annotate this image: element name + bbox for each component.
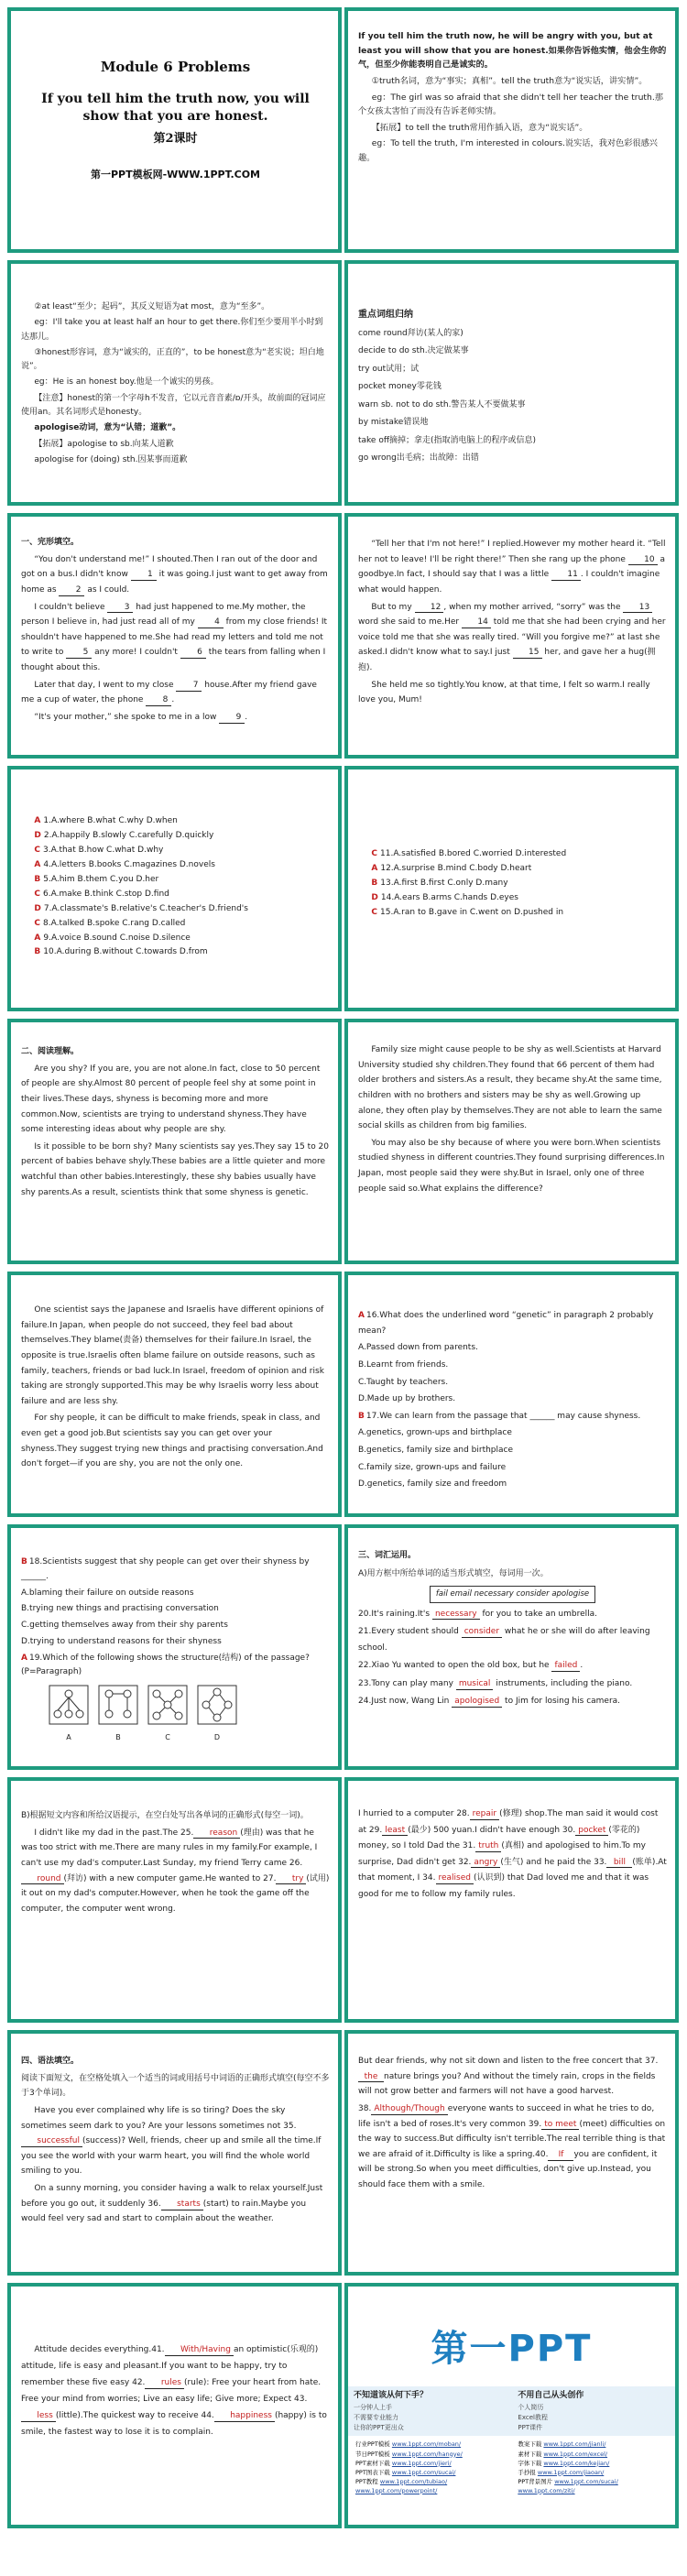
note-line: ①truth名词，意为“事实；真相”。tell the truth意为“说实话，讲实情”。	[371, 75, 648, 86]
answer-letter: D	[371, 892, 378, 902]
reading-paragraph: Is it possible to be born shy? Many scientists say yes.They say 15 to 20 percent of babies behave shyly.These babies are a little quieter and more watchful than other babies.Interestingly, these shy babies usually have shy parents.As a result, scientists think that some shyness is genetic.	[21, 1141, 330, 1197]
options-list	[358, 848, 667, 920]
slide-12-questions-16-17	[344, 1272, 679, 1517]
passage-paragraph: On a sunny morning, you consider having a walk to relax yourself.Just before you go out, it suddenly 36. starts (start) to rain.Maybe you would feel very sad and start to complain about the weather.	[21, 2184, 323, 2224]
answer-20: necessary	[432, 1610, 480, 1621]
site-link[interactable]: www.1ppt.com/jieri/	[391, 2459, 452, 2467]
blank-10: 10	[628, 555, 658, 566]
phrase-item: take off摘掉；拿走(指取消电脑上的程序或信息)	[358, 435, 537, 445]
question-18: B 18.Scientists suggest that shy people can get over their shyness by ______.	[21, 1557, 310, 1581]
site-link[interactable]: www.1ppt.com/tubiao/	[379, 2477, 448, 2485]
reading-paragraph: You may also be shy because of where you were born.When scientists studied shyness in different countries.They found surprising differences.In Japan, most people said they were shy.But in Israel, only one of three people said so.What explains the difference?	[358, 1138, 665, 1194]
diagram-a: A	[49, 1685, 89, 1744]
site-link[interactable]: www.1ppt.com/sucai/	[554, 2477, 618, 2485]
slide-4-phrases	[344, 260, 679, 506]
passage-paragraph: I hurried to a computer 28. repair (修理) shop.The man said it would cost at 29. least (最少) 500 yuan.I didn't have enough 30. pocket (零花的) money, so I told Dad the 31. truth (真相) and apologised to him.To my surprise, Dad didn't get 32. angry (生气) and he paid the 33. bill (账单).At that moment, I 34. realised (认识到) that Dad loved me and that it was good for me to follow my family rules.	[358, 1809, 667, 1899]
ppt-logo: 第一PPT	[431, 2328, 593, 2370]
slide-5-cloze-passage	[7, 513, 342, 759]
sentence-22: 22.Xiao Yu wanted to open the old box, but he failed .	[358, 1661, 583, 1671]
diagram-c: C	[147, 1685, 188, 1744]
slide-6-cloze-passage-2	[344, 513, 679, 759]
structure-diagram-icon	[49, 1685, 89, 1725]
option-text: 13.A.first B.first C.only D.many	[380, 878, 508, 888]
promo-left: 不知道该从何下手？ 一分钟人上手 不需要专业能力 让你的PPT更出众	[354, 2390, 506, 2432]
option: C.Taught by teachers.	[358, 1377, 449, 1387]
structure-diagram-icon	[147, 1685, 188, 1725]
answer-27: try	[276, 1874, 306, 1885]
option: C.family size, grown-ups and failure	[358, 1462, 507, 1472]
phrase-item: pocket money零花钱	[358, 382, 442, 392]
instructions: B)根据短文内容和所给汉语提示，在空白处写出各单词的正确形式(每空一词)。	[21, 1811, 309, 1820]
phrase-item: try out试用；试	[358, 364, 420, 374]
slide-17-grammar-1	[7, 2030, 342, 2276]
options-list	[21, 815, 330, 959]
blank-4: 4	[198, 617, 224, 628]
answer-31: truth	[475, 1841, 501, 1852]
option-text: 11.A.satisfied B.bored C.worried D.interested	[380, 849, 567, 858]
sentence-23: 23.Tony can play many musical instruments, including the piano.	[358, 1678, 633, 1688]
diagram-d: D	[197, 1685, 237, 1744]
phrases-heading: 重点词组归纳	[358, 310, 413, 320]
reading-paragraph: For shy people, it can be difficult to make friends, speak in class, and even get a good job.But scientists say you can get over your shyness.They suggest trying new things and practising conversation.And don't forget—if you are shy, you are not the only one.	[21, 1414, 323, 1469]
answer-26: round	[21, 1874, 64, 1885]
sentence-21: 21.Every student should consider what he or she will do after leaving school.	[358, 1627, 650, 1653]
option-text: 5.A.him B.them C.you D.her	[43, 874, 159, 884]
answer-letter: B	[34, 947, 41, 957]
blank-8: 8	[146, 695, 171, 706]
promo-left-heading: 不知道该从何下手？	[354, 2391, 429, 2400]
slide-7-options-1-10	[7, 766, 342, 1011]
site-link[interactable]: www.1ppt.com/kejian/	[543, 2459, 610, 2467]
option: D.trying to understand reasons for their shyness	[21, 1636, 222, 1646]
blank-6: 6	[180, 648, 206, 659]
period-label: 第2课时	[153, 131, 198, 146]
answer-42: rules	[145, 2378, 184, 2389]
slide-20-ad	[344, 2283, 679, 2528]
blank-1: 1	[131, 570, 157, 581]
passage-paragraph: I didn't like my dad in the past.The 25. reason (理由) was that he was too strict with me.There are many rules in my family.For example, I can't use my dad's computer.Last Sunday, my friend Terry came 26.round (拜访) with a new computer game.He wanted to 27. try (试用) it out on my dad's computer.However, when he took the game off the computer, the computer went wrong.	[21, 1828, 330, 1914]
answer-41: With/Having	[165, 2345, 234, 2356]
option-text: 9.A.voice B.sound C.noise D.silence	[43, 933, 191, 943]
answer-33: bill	[606, 1858, 632, 1869]
note-line: apologise动词，意为“认错；道歉”。	[34, 423, 181, 433]
site-link[interactable]: www.1ppt.com/jianli/	[543, 2440, 606, 2449]
option-text: 2.A.happily B.slowly C.carefully D.quickly	[43, 830, 214, 840]
structure-diagrams	[49, 1685, 330, 1744]
note-line: eg：He is an honest boy.他是一个诚实的男孩。	[34, 377, 219, 387]
option: D.genetics, family size and freedom	[358, 1479, 507, 1490]
sentence-20: 20.It's raining.It's necessary for you to take an umbrella.	[358, 1609, 598, 1619]
answer-16: A	[358, 1311, 365, 1320]
key-sentence: If you tell him the truth now, he will be angry with you, but at least you will show that you are honest.如果你告诉他实情，他会生你的气，但至少你能表明自己是诚实的。	[358, 31, 667, 71]
answer-38: Although/Though	[371, 2104, 447, 2115]
word-box: fail email necessary consider apologise	[430, 1586, 595, 1603]
blank-9: 9	[219, 713, 245, 724]
blank-15: 15	[513, 648, 542, 659]
structure-diagram-icon	[197, 1685, 237, 1725]
option-row	[21, 830, 330, 843]
answer-letter: D	[34, 903, 41, 913]
note-line: eg：I'll take you at least half an hour to get there.你们至少要用半小时到达那儿。	[21, 318, 323, 342]
option-row	[358, 892, 667, 905]
phrase-item: decide to do sth.决定做某事	[358, 346, 469, 356]
section-heading: 四、语法填空。	[21, 2057, 80, 2066]
site-link[interactable]: www.1ppt.com/hangye/	[391, 2450, 463, 2458]
option: B.genetics, family size and birthplace	[358, 1446, 514, 1456]
answer-19: A	[21, 1653, 27, 1663]
option: A.blaming their failure on outside reasons	[21, 1588, 194, 1598]
answer-letter: D	[34, 830, 41, 840]
blank-14: 14	[462, 617, 491, 628]
passage-paragraph: “You don't understand me!” I shouted.Then I ran out of the door and got on a bus.I didn't know 1 it was going.I just want to get away from home as 2 as I could.	[21, 554, 328, 595]
answer-letter: A	[34, 816, 41, 825]
answer-21: consider	[462, 1627, 502, 1638]
option-row	[21, 859, 330, 872]
link-list: 行业PPT模板 www.1ppt.com/moban/ 节日PPT模板 www.1ppt.com/hangye/ PPT素材下载 www.1ppt.com/jieri/ PPT图表下载 www.1ppt.com/sucai/ PPT教程 www.1ppt.com/tubiao/ www.1ppt.com/powerpoint/ 教案下载 www.1ppt.com/jianli/ 素材下载 www.1ppt.com/excel/ 字体下载 www.1ppt.com/kejian/ 手抄报 www.1ppt.com/jiaoan/ PPT背景图片 www.1ppt.com/sucai/ www.1ppt.com/ziti/	[355, 2440, 618, 2494]
passage-paragraph: 38. Although/Though everyone wants to succeed in what he tries to do, life isn't a bed of roses.It's very common 39. to meet (meet) difficulties on the way to success.But difficulty isn't terrible.The real terrible thing is that we are afraid of it.Difficulty is like a spring.40. If you are confident, it will be strong.So when you meet difficulties, don't give up.Instead, you should face them with a smile.	[358, 2103, 666, 2190]
answer-22: failed	[551, 1661, 580, 1672]
phrase-item: come round拜访(某人的家)	[358, 328, 463, 338]
site-link[interactable]: www.1ppt.com/ziti/	[518, 2486, 575, 2494]
passage-paragraph: But dear friends, why not sit down and listen to the free concert that 37.the nature brings you? And without the timely rain, crops in the fields will not grow better and farmers will not have a good harvest.	[358, 2057, 659, 2097]
option-row	[21, 815, 330, 828]
answer-39: to meet	[541, 2120, 579, 2131]
answer-23: musical	[456, 1679, 494, 1690]
passage-paragraph: But to my 12 , when my mother arrived, “sorry” was the 13 word she said to me.Her 14 told me that she had been crying and her voice told me that she was really tired. “Will you forgive me?” at last she asked.I didn't know what to say.I just 15 her, and gave her a hug(拥抱).	[358, 602, 666, 673]
answer-18: B	[21, 1557, 27, 1566]
slide-11-reading-3	[7, 1272, 342, 1517]
answer-40: If	[548, 2150, 573, 2161]
option-text: 1.A.where B.what C.why D.when	[43, 816, 178, 825]
option-row	[21, 903, 330, 916]
answer-24: apologised	[452, 1697, 502, 1708]
module-title: Module 6 Problems	[100, 59, 251, 75]
site-link[interactable]: www.1ppt.com/moban/	[391, 2440, 462, 2449]
question-17: B 17.We can learn from the passage that ______ may cause shyness.	[358, 1411, 641, 1421]
answer-43: less	[21, 2411, 56, 2422]
question-19: A 19.Which of the following shows the structure(结构) of the passage? (P=Paragraph)	[21, 1653, 310, 1677]
reading-paragraph: Family size might cause people to be shy as well.Scientists at Harvard University studied shy children.They found that 66 percent of them had older brothers and sisters.As a result, they became shy.At the same time, children with no brothers and sisters may be shy as well.Growing up alone, they often play by themselves.They are not able to learn the same social skills as children from big families.	[358, 1045, 662, 1131]
section-heading: 一、完形填空。	[21, 538, 80, 547]
blank-11: 11	[551, 570, 581, 581]
answer-32: angry	[471, 1858, 500, 1869]
option-row	[358, 907, 667, 920]
answer-letter: A	[34, 859, 41, 869]
note-line: 【拓展】to tell the truth常用作插入语，意为“说实话”。	[371, 122, 588, 133]
answer-letter: B	[34, 874, 41, 884]
site-link[interactable]: www.1ppt.com/sucai/	[391, 2468, 456, 2476]
instructions: 阅读下面短文，在空格处填入一个适当的词或用括号中词语的正确形式填空(每空不多于3个单词)。	[21, 2073, 330, 2099]
option: C.getting themselves away from their shy parents	[21, 1621, 228, 1630]
answer-29: least	[382, 1826, 408, 1837]
option-text: 8.A.talked B.spoke C.rang D.called	[43, 918, 186, 928]
reading-paragraph: Are you shy? If you are, you are not alone.In fact, close to 50 percent of people are shy.Almost 80 percent of people feel shy at some point in their lives.These days, shyness is becoming more and more common.Now, scientists are trying to understand shyness.They have some interesting ideas about why people are shy.	[21, 1064, 321, 1135]
answer-letter: A	[371, 863, 378, 873]
option: A.genetics, grown-ups and birthplace	[358, 1428, 512, 1438]
section-heading: 二、阅读理解。	[21, 1047, 80, 1056]
passage-paragraph: “Tell her that I'm not here!” I replied.However my mother heard it. “Tell her not to leave! I'll be right there!” Then she rang up the phone 10 a goodbye.In fact, I should say that I was a little 11 . I couldn't imagine what would happen.	[358, 540, 666, 595]
site-link[interactable]: www.1ppt.com/powerpoint/	[355, 2486, 438, 2494]
answer-25: reason	[193, 1828, 240, 1839]
answer-letter: C	[371, 907, 377, 917]
answer-44: happiness	[214, 2411, 275, 2422]
answer-36: starts	[161, 2199, 203, 2210]
option-text: 6.A.make B.think C.stop D.find	[43, 889, 169, 899]
note-line: 【拓展】apologise to sb.向某人道歉	[34, 439, 174, 449]
option-text: 14.A.ears B.arms C.hands D.eyes	[380, 892, 518, 902]
answer-17: B	[358, 1411, 365, 1421]
lesson-title: If you tell him the truth now, you will show that you are honest.	[41, 91, 310, 125]
note-line: ②at least“至少；起码”，其反义短语为at most，意为“至多”。	[34, 302, 270, 311]
passage-paragraph: Later that day, I went to my close 7 house.After my friend gave me a cup of water, the phone 8 .	[21, 680, 317, 705]
slide-19-grammar-3	[7, 2283, 342, 2528]
option-text: 10.A.during B.without C.towards D.from	[43, 947, 208, 957]
option-text: 3.A.that B.how C.what D.why	[43, 845, 164, 855]
answer-letter: A	[34, 933, 41, 943]
slide-10-reading-2	[344, 1019, 679, 1264]
slide-15-vocab-b	[7, 1777, 342, 2023]
option-row	[358, 863, 667, 876]
answer-35: successful	[21, 2136, 82, 2147]
phrase-item: by mistake错误地	[358, 418, 429, 428]
option: B.trying new things and practising conversation	[21, 1604, 219, 1614]
answer-28: repair	[470, 1809, 499, 1820]
blank-5: 5	[66, 648, 92, 659]
slide-9-reading-1	[7, 1019, 342, 1264]
option-row	[21, 874, 330, 887]
slide-16-vocab-b-cont	[344, 1777, 679, 2023]
answer-letter: C	[34, 845, 40, 855]
blank-3: 3	[107, 603, 133, 614]
slide-1-title	[7, 7, 342, 253]
question-16: A 16.What does the underlined word “genetic” in paragraph 2 probably mean?	[358, 1311, 654, 1336]
option-text: 15.A.ran to B.gave in C.went on D.pushed in	[380, 907, 564, 917]
note-line: 【注意】honest的第一个字母h不发音，它以元音音素/ɒ/开头，故前面的冠词应使用an。其名词形式是honesty。	[21, 393, 326, 418]
reading-paragraph: One scientist says the Japanese and Israelis have different opinions of failure.In Japan, when people do not succeed, they feel bad about themselves.They blame(责备) themselves for their failure.In Israel, the opposite is true.Israelis often blame failure on outside reasons, such as family, teachers, friends or bad luck.In Israel, freedom of opinion and risk taking are strongly supported.This may be why Israelis worry less about failure and are less shy.	[21, 1305, 324, 1406]
note-line: ③honest形容词，意为“诚实的，正直的”，to be honest意为“老实说；坦白地说”。	[21, 347, 324, 372]
structure-diagram-icon	[98, 1685, 138, 1725]
passage-paragraph: Attitude decides everything.41. With/Having an optimistic(乐观的) attitude, life is easy and pleasant.If you want to be happy, try to remember these five easy 42. rules (rule): Free your heart from hate. Free your mind from worries; Live an easy life; Give more; Expect 43.less (little).The quickest way to receive 44. happiness (happy) is to smile, the fastest way to lose it is to complain.	[21, 2345, 327, 2437]
option-row	[358, 878, 667, 890]
slide-18-grammar-2	[344, 2030, 679, 2276]
option: B.Learnt from friends.	[358, 1359, 449, 1370]
promo-right-heading: 不用自己从头创作	[518, 2391, 584, 2400]
site-link[interactable]: www.1ppt.com/excel/	[543, 2450, 608, 2458]
option-row	[358, 848, 667, 861]
option-row	[21, 889, 330, 901]
answer-letter: C	[34, 918, 40, 928]
answer-37: the	[358, 2072, 384, 2083]
passage-paragraph: “It's your mother,” she spoke to me in a low 9 .	[34, 713, 248, 723]
option-text: 12.A.surprise B.mind C.body D.heart	[380, 863, 532, 873]
site-link[interactable]: www.1ppt.com/jiaoan/	[537, 2468, 605, 2476]
slide-14-vocab-a	[344, 1524, 679, 1770]
answer-letter: C	[371, 849, 377, 858]
answer-letter: C	[34, 889, 40, 899]
answer-34: realised	[436, 1873, 474, 1884]
passage-paragraph: Have you ever complained why life is so tiring? Does the sky sometimes seem dark to you? Are your lessons sometimes not 35.successful (success)? Well, friends, cheer up and smile all the time.If you see the world with your warm heart, you will find the whole world smiling to you.	[21, 2105, 322, 2177]
diagram-b: B	[98, 1685, 138, 1744]
option: D.Made up by brothers.	[358, 1394, 456, 1404]
note-line: apologise for (doing) sth.因某事而道歉	[34, 454, 188, 464]
note-line: eg：To tell the truth, I'm interested in colours.说实话，我对色彩很感兴趣。	[358, 138, 658, 164]
slide-2-truth	[344, 7, 679, 253]
option-row	[21, 845, 330, 857]
option: A.Passed down from parents.	[358, 1343, 478, 1353]
answer-letter: B	[371, 878, 378, 888]
option-row	[21, 933, 330, 945]
sentence-24: 24.Just now, Wang Lin apologised to Jim for losing his camera.	[358, 1697, 621, 1707]
instructions: A)用方框中所给单词的适当形式填空，每词用一次。	[358, 1568, 549, 1578]
answer-30: pocket	[575, 1826, 608, 1837]
blank-2: 2	[59, 585, 84, 596]
blank-7: 7	[176, 681, 202, 692]
blank-13: 13	[623, 603, 652, 614]
phrase-item: warn sb. not to do sth.警告某人不要做某事	[358, 399, 526, 409]
slide-3-at-least	[7, 260, 342, 506]
option-text: 7.A.classmate's B.relative's C.teacher's D.friend's	[43, 903, 248, 913]
slide-13-questions-18-19	[7, 1524, 342, 1770]
note-line: eg：The girl was so afraid that she didn't tell her teacher the truth.那个女孩太害怕了而没有告诉老师实情。	[358, 92, 663, 117]
site-name: 第一PPT模板网-WWW.1PPT.COM	[90, 169, 261, 181]
blank-12: 12	[415, 603, 444, 614]
option-row	[21, 918, 330, 931]
option-text: 4.A.letters B.books C.magazines D.novels	[43, 859, 215, 869]
passage-paragraph: I couldn't believe 3 had just happened to me.My mother, the person I believe in, had just read all of my 4 from my close friends! It shouldn't have happened to me.She had read my letters and told me not to write to 5 any more! I couldn't 6 the tears from falling when I thought about this.	[21, 602, 328, 673]
promo-right: 不用自己从头创作 个人简历 Excel教程 PPT课件	[518, 2390, 670, 2432]
slide-8-options-11-15	[344, 766, 679, 1011]
section-heading: 三、词汇运用。	[358, 1551, 417, 1560]
phrase-item: go wrong出毛病；出故障：出错	[358, 453, 479, 464]
passage-paragraph: She held me so tightly.You know, at that time, I felt so warm.I really love you, Mum!	[358, 680, 650, 705]
promo-banner	[348, 2386, 675, 2436]
option-row	[21, 946, 330, 959]
